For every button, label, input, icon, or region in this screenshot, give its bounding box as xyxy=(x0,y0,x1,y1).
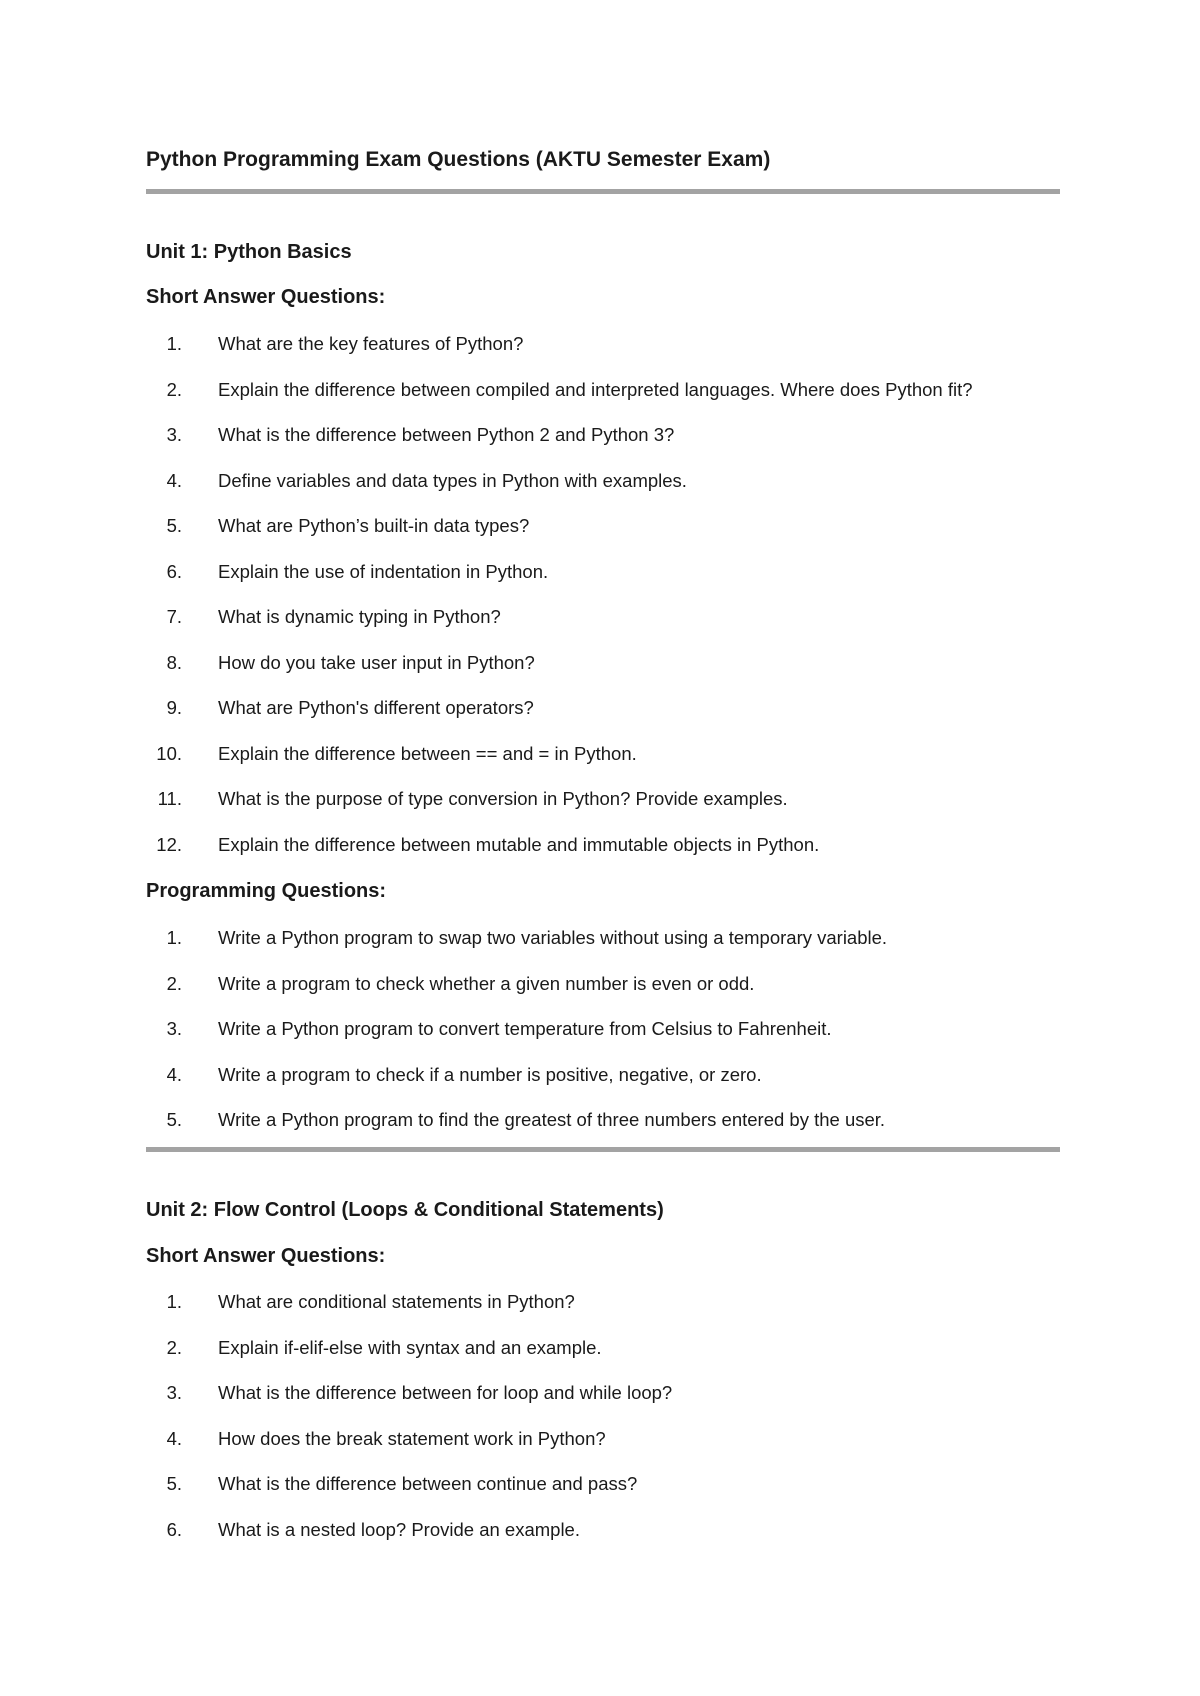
unit-1-short-answer-list xyxy=(146,331,1086,877)
unit-1-programming-list xyxy=(146,925,1086,1153)
list-item: 6. Explain the use of indentation in Python. xyxy=(146,559,1086,605)
item-text: Write a Python program to find the greatest of three numbers entered by the user. xyxy=(218,1109,886,1130)
list-item: 12. Explain the difference between mutable and immutable objects in Python. xyxy=(146,832,1086,878)
list-item: 4. Write a program to check if a number is positive, negative, or zero. xyxy=(146,1062,1086,1108)
item-text: What are Python's different operators? xyxy=(218,697,534,718)
list-item: 9. What are Python's different operators? xyxy=(146,695,1086,741)
item-text: Define variables and data types in Python with examples. xyxy=(218,469,687,491)
item-text: Write a Python program to swap two variables without using a temporary variable. xyxy=(218,927,888,948)
item-text: Explain the difference between mutable and immutable objects in Python. xyxy=(218,833,820,855)
item-text: What are the key features of Python? xyxy=(218,333,524,354)
list-item: 1. Write a Python program to swap two variables without using a temporary variable. xyxy=(146,925,1086,971)
item-text: How does the break statement work in Python? xyxy=(218,1427,606,1449)
list-item: 11. What is the purpose of type conversion in Python? Provide examples. xyxy=(146,786,1086,832)
list-item: 4. How does the break statement work in Python? xyxy=(146,1426,1086,1472)
item-text: Explain the difference between compiled and interpreted languages. Where does Python fit? xyxy=(218,378,973,400)
list-item: 1. What are conditional statements in Python? xyxy=(146,1289,1086,1335)
unit-2-short-answer-heading: Short Answer Questions: xyxy=(146,1245,386,1267)
item-text: Explain the use of indentation in Python. xyxy=(218,560,549,582)
unit-1-short-answer-heading: Short Answer Questions: xyxy=(146,286,386,308)
item-text: Explain the difference between == and = in Python. xyxy=(218,742,637,764)
item-text: What is the purpose of type conversion in Python? Provide examples. xyxy=(218,788,788,809)
list-item: 10. Explain the difference between == and = in Python. xyxy=(146,741,1086,787)
horizontal-rule-top xyxy=(146,189,1060,194)
unit-2-heading: Unit 2: Flow Control (Loops & Conditional Statements) xyxy=(146,1199,664,1221)
list-item: 5. What is the difference between continue and pass? xyxy=(146,1471,1086,1517)
list-item: 3. Write a Python program to convert temperature from Celsius to Fahrenheit. xyxy=(146,1016,1086,1062)
item-text: Explain if-elif-else with syntax and an example. xyxy=(218,1336,602,1358)
horizontal-rule-divider xyxy=(146,1147,1060,1152)
item-text: Write a program to check if a number is positive, negative, or zero. xyxy=(218,1063,762,1085)
list-item: 8. How do you take user input in Python? xyxy=(146,650,1086,696)
unit-1-heading: Unit 1: Python Basics xyxy=(146,241,352,263)
list-item: 3. What is the difference between Python 2 and Python 3? xyxy=(146,422,1086,468)
document-title: Python Programming Exam Questions (AKTU Semester Exam) xyxy=(146,148,771,171)
item-text: How do you take user input in Python? xyxy=(218,651,535,673)
item-text: What is the difference between for loop and while loop? xyxy=(218,1382,673,1403)
list-item: 3. What is the difference between for loop and while loop? xyxy=(146,1380,1086,1426)
list-item: 5. Write a Python program to find the greatest of three numbers entered by the user. xyxy=(146,1107,1086,1153)
item-text: Write a Python program to convert temperature from Celsius to Fahrenheit. xyxy=(218,1018,832,1039)
list-item: 1. What are the key features of Python? xyxy=(146,331,1086,377)
item-text: What is a nested loop? Provide an example. xyxy=(218,1518,580,1540)
item-text: What is the difference between Python 2 and Python 3? xyxy=(218,424,675,445)
list-item: 2. Explain the difference between compiled and interpreted languages. Where does Python fit? xyxy=(146,377,1086,423)
item-text: What is the difference between continue and pass? xyxy=(218,1473,638,1494)
list-item: 2. Write a program to check whether a given number is even or odd. xyxy=(146,971,1086,1017)
list-item: 7. What is dynamic typing in Python? xyxy=(146,604,1086,650)
list-item: 2. Explain if-elif-else with syntax and an example. xyxy=(146,1335,1086,1381)
list-item: 5. What are Python’s built-in data types? xyxy=(146,513,1086,559)
item-text: What are conditional statements in Python? xyxy=(218,1291,575,1312)
unit-1-programming-heading: Programming Questions: xyxy=(146,880,387,902)
item-text: What is dynamic typing in Python? xyxy=(218,606,501,627)
item-text: What are Python’s built-in data types? xyxy=(218,515,530,536)
unit-2-short-answer-list xyxy=(146,1289,1086,1562)
item-text: Write a program to check whether a given number is even or odd. xyxy=(218,972,755,994)
list-item: 6. What is a nested loop? Provide an example. xyxy=(146,1517,1086,1563)
list-item: 4. Define variables and data types in Python with examples. xyxy=(146,468,1086,514)
